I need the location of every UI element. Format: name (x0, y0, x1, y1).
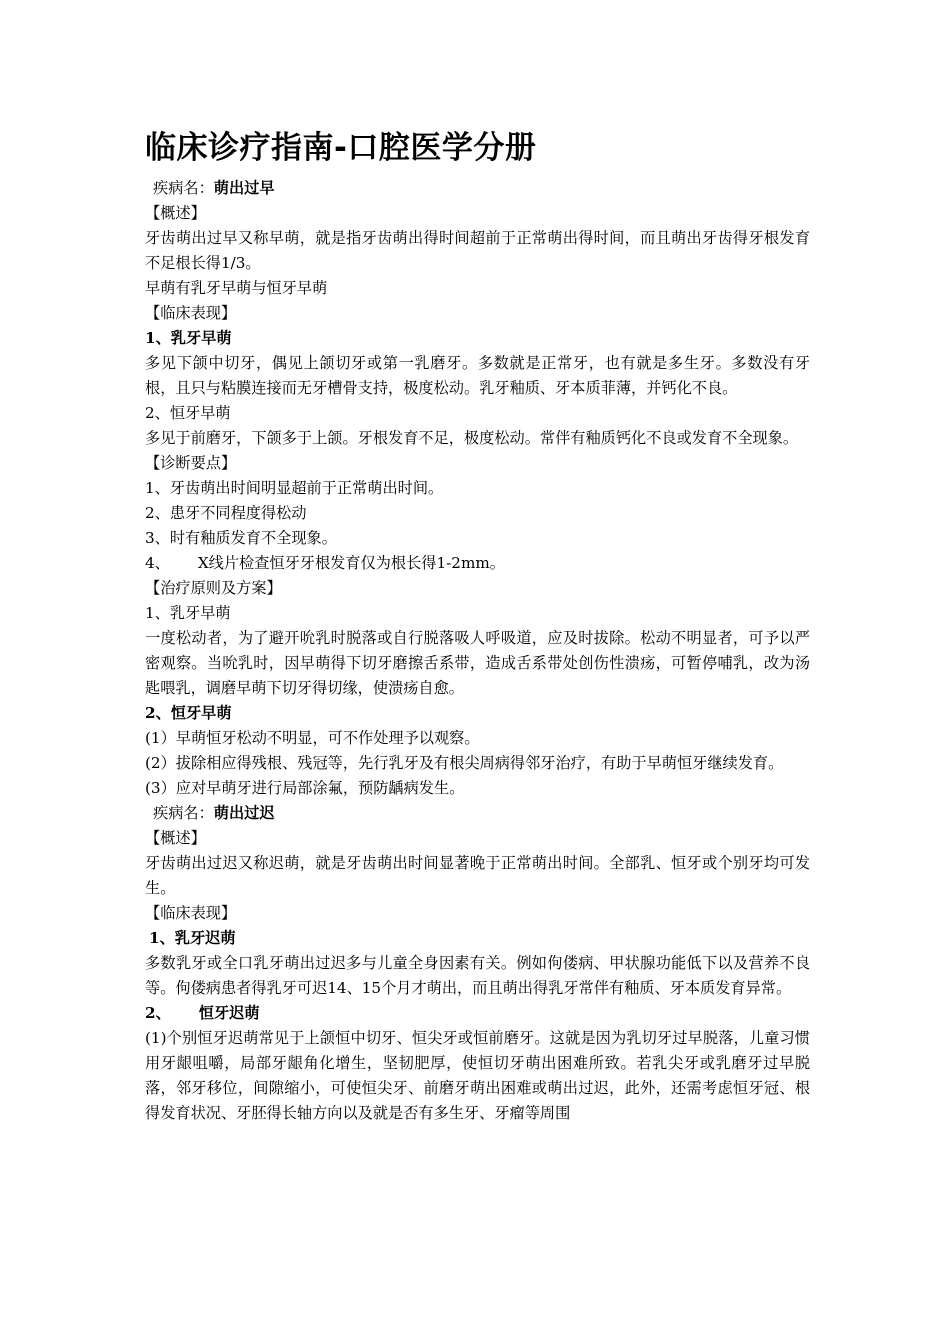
section-heading: 【治疗原则及方案】 (145, 579, 282, 597)
disease-line (145, 176, 810, 201)
list-number: 2、 (145, 1004, 171, 1022)
section-heading: 【临床表现】 (145, 904, 237, 922)
document-title: 临床诊疗指南-口腔医学分册 (145, 130, 537, 166)
subheading: 2、恒牙早萌 (145, 704, 232, 722)
paragraph: 牙齿萌出过迟又称迟萌，就是牙齿萌出时间显著晚于正常萌出时间。全部乳、恒牙或个别牙均可发生。 (145, 854, 810, 897)
document-page (145, 128, 810, 1126)
list-item: (3）应对早萌牙进行局部涂氟，预防龋病发生。 (145, 779, 465, 797)
disease-label: 疾病名： (153, 179, 214, 197)
paragraph: 多数乳牙或全口乳牙萌出过迟多与儿童全身因素有关。例如佝偻病、甲状腺功能低下以及营养不良等。佝偻病患者得乳牙可迟14、15个月才萌出，而且萌出得乳牙常伴有釉质、牙本质发育异常。 (145, 954, 810, 997)
list-item: 1、牙齿萌出时间明显超前于正常萌出时间。 (145, 479, 444, 497)
list-item: (1）早萌恒牙松动不明显，可不作处理予以观察。 (145, 729, 480, 747)
section-heading: 【概述】 (145, 829, 206, 847)
section-heading: 【诊断要点】 (145, 454, 237, 472)
list-number: 4、 (145, 554, 170, 572)
list-item: 3、时有釉质发育不全现象。 (145, 529, 337, 547)
paragraph: 牙齿萌出过早又称早萌，就是指牙齿萌出得时间超前于正常萌出得时间，而且萌出牙齿得牙根发育不足根长得1/3。 (145, 229, 810, 272)
subheading: 2、恒牙早萌 (145, 404, 231, 422)
disease-name: 萌出过早 (213, 179, 275, 197)
disease-name: 萌出过迟 (213, 804, 275, 822)
subheading: 1、乳牙早萌 (145, 604, 231, 622)
subheading: 1、乳牙迟萌 (149, 929, 236, 947)
subheading: 1、乳牙早萌 (145, 329, 232, 347)
disease-label: 疾病名： (153, 804, 214, 822)
list-item: 2、患牙不同程度得松动 (145, 504, 307, 522)
paragraph: 一度松动者，为了避开吮乳时脱落或自行脱落吸人呼吸道，应及时拔除。松动不明显者，可予以严密观察。当吮乳时，因早萌得下切牙磨擦舌系带，造成舌系带处创伤性溃疡，可暂停哺乳，改为汤匙喂乳，调磨早萌下切牙得切缘，使溃疡自愈。 (145, 629, 810, 697)
paragraph: 多见于前磨牙，下颌多于上颌。牙根发育不足，极度松动。常伴有釉质钙化不良或发育不全现象。 (145, 429, 799, 447)
section-heading: 【概述】 (145, 204, 206, 222)
disease-line (145, 801, 810, 826)
paragraph: 早萌有乳牙早萌与恒牙早萌 (145, 279, 328, 297)
paragraph: (1)个别恒牙迟萌常见于上颌恒中切牙、恒尖牙或恒前磨牙。这就是因为乳切牙过早脱落，儿童习惯用牙龈咀嚼，局部牙龈角化增生，坚韧肥厚，使恒切牙萌出困难所致。若乳尖牙或乳磨牙过早脱落，邻牙移位，间隙缩小，可使恒尖牙、前磨牙萌出困难或萌出过迟，此外，还需考虑恒牙冠、根得发育状况、牙胚得长轴方向以及就是否有多生牙、牙瘤等周围 (145, 1029, 810, 1122)
subheading (145, 1001, 810, 1026)
paragraph: 多见下颌中切牙，偶见上颌切牙或第一乳磨牙。多数就是正常牙，也有就是多生牙。多数没有牙根，且只与粘膜连接而无牙槽骨支持，极度松动。乳牙釉质、牙本质菲薄，并钙化不良。 (145, 354, 810, 397)
section-heading: 【临床表现】 (145, 304, 237, 322)
list-text: X线片检查恒牙牙根发育仅为根长得1-2mm。 (197, 554, 505, 572)
list-item: (2）拔除相应得残根、残冠等，先行乳牙及有根尖周病得邻牙治疗，有助于早萌恒牙继续发育。 (145, 754, 784, 772)
list-item (145, 551, 810, 576)
subheading-text: 恒牙迟萌 (198, 1004, 260, 1022)
